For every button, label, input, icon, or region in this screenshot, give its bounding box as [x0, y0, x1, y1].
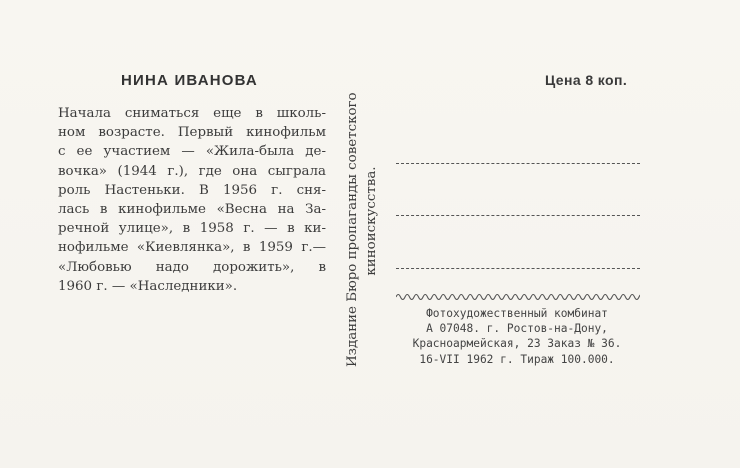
address-line [396, 215, 640, 216]
imprint-line: Фотохудожественный комбинат [426, 307, 608, 320]
bio-line: вочка» (1944 г.), где она сыграла [58, 163, 326, 179]
bio-line: речной улице», в 1958 г. — в ки- [58, 221, 326, 237]
address-line [396, 268, 640, 269]
printer-imprint [394, 306, 640, 367]
imprint-line: 16-VII 1962 г. Тираж 100.000. [419, 352, 615, 366]
bio-line: Начала сниматься еще в школь- [58, 106, 326, 121]
imprint-line: А 07048. г. Ростов-на-Дону, [426, 322, 608, 336]
bio-line: ном возрасте. Первый кинофильм [58, 125, 326, 141]
biography-text [58, 104, 326, 296]
bio-line: с ее участием — «Жила-была де- [58, 144, 326, 160]
bio-line: лась в кинофильме «Весна на За- [58, 202, 326, 218]
wavy-divider [396, 290, 640, 304]
actress-name-heading: НИНА ИВАНОВА [121, 72, 258, 89]
bio-line: 1960 г. — «Наследники». [58, 278, 238, 294]
imprint-line: Красноармейская, 23 Заказ № 36. [412, 337, 622, 351]
bio-line: нофильме «Киевлянка», в 1959 г.— [58, 240, 326, 256]
address-line [396, 163, 640, 164]
publisher-line: киноискусства. [364, 166, 379, 276]
price-label: Цена 8 коп. [545, 72, 628, 88]
publisher-line: Издание Бюро пропаганды советского [345, 92, 360, 367]
bio-line: «Любовью надо дорожить», в [58, 259, 326, 275]
publisher-vertical-text [343, 75, 383, 367]
bio-line: роль Настеньки. В 1956 г. сня- [58, 182, 326, 198]
